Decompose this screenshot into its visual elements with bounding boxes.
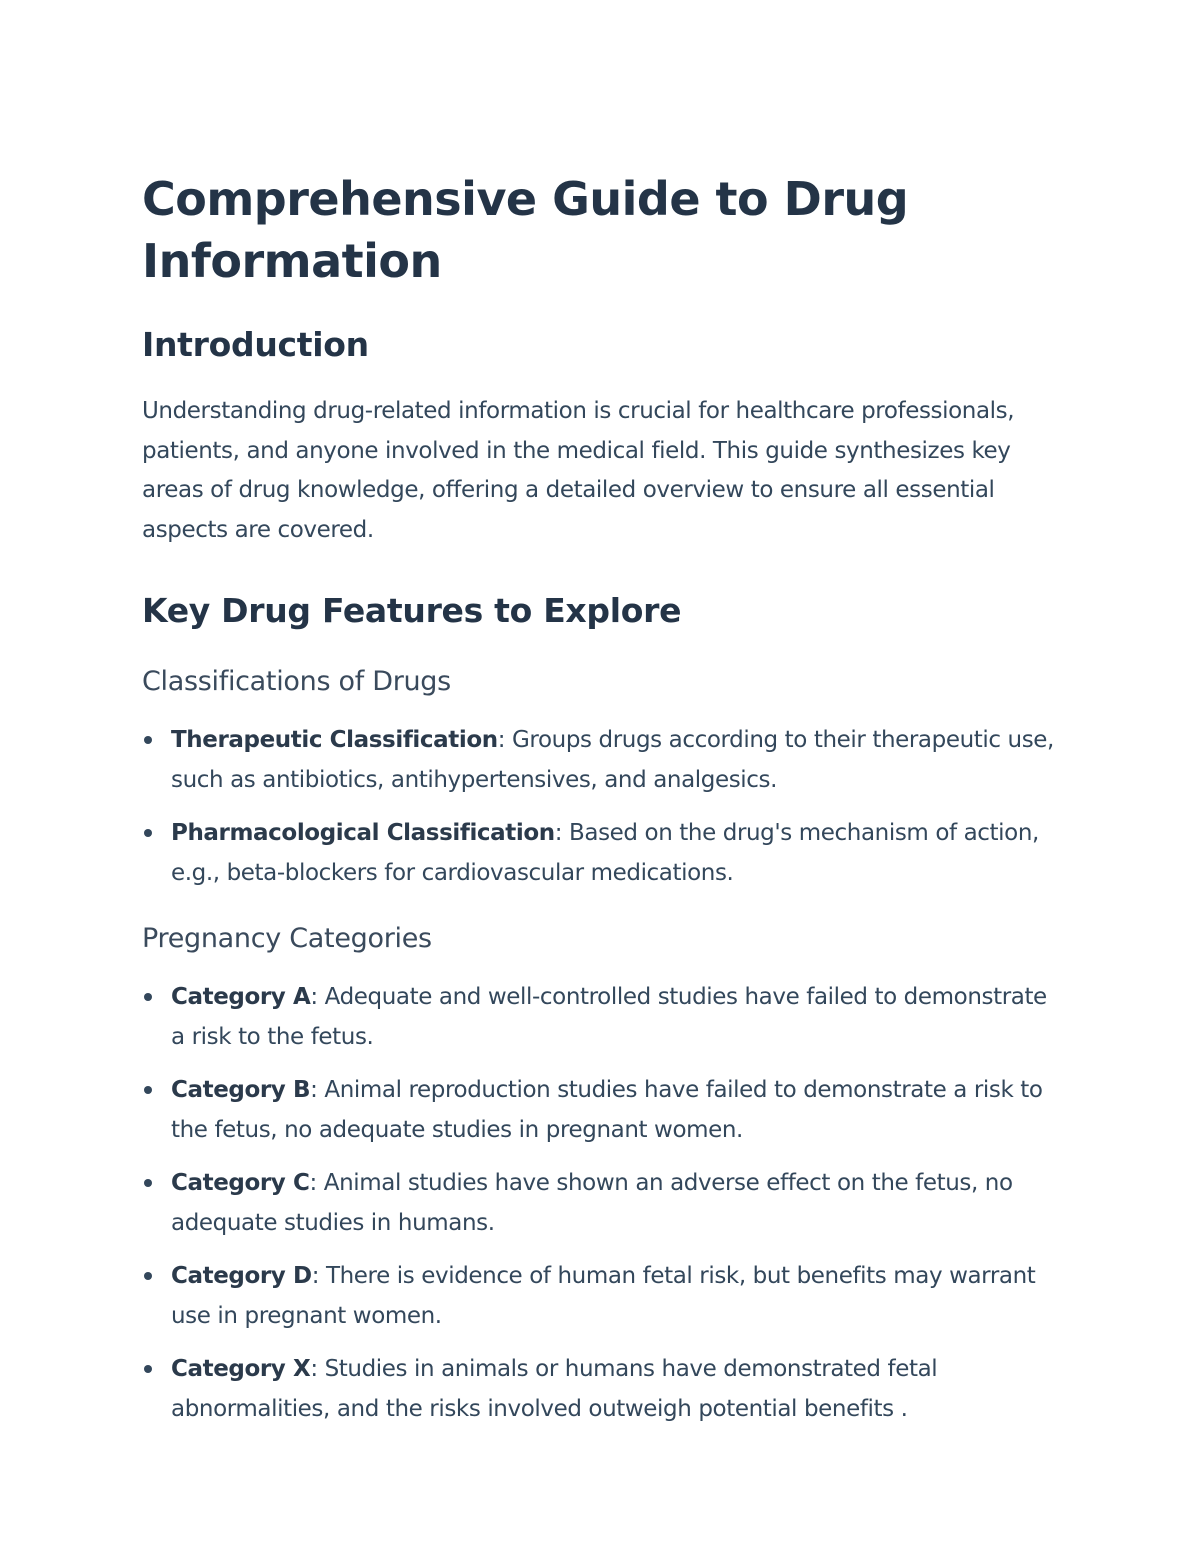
list-item <box>142 1070 1062 1150</box>
document-page <box>142 168 1062 1442</box>
list-item-description: : Adequate and well-controlled studies have failed to demonstrate a risk to the fetus. <box>171 984 1047 1050</box>
introduction-paragraph: Understanding drug-related information is crucial for healthcare professionals, patients, and anyone involved in the medical field. This guide synthesizes key areas of drug knowledge, offering a detailed overview to ensure all essential aspects are covered. <box>142 398 1015 543</box>
bullet-icon <box>144 736 152 744</box>
bullet-icon <box>144 1179 152 1187</box>
list-item-term: Category D <box>171 1263 312 1289</box>
list-item-term: Category C <box>171 1170 310 1196</box>
bullet-icon <box>144 993 152 1001</box>
page-title: Comprehensive Guide to Drug Information <box>142 172 909 288</box>
list-item-term: Category X <box>171 1356 311 1382</box>
bullet-icon <box>144 829 152 837</box>
list-item <box>142 720 1062 800</box>
pregnancy-categories-heading: Pregnancy Categories <box>142 923 432 954</box>
list-item-description: : Groups drugs according to their therapeutic use, such as antibiotics, antihypertensives, and analgesics. <box>171 727 1054 793</box>
list-item-description: : Animal reproduction studies have failed to demonstrate a risk to the fetus, no adequate studies in pregnant women. <box>171 1077 1043 1143</box>
classifications-list <box>142 720 1062 893</box>
list-item-term: Pharmacological Classification <box>171 820 555 846</box>
list-item <box>142 1349 1062 1429</box>
list-item-description: : Based on the drug's mechanism of action, e.g., beta-blockers for cardiovascular medications. <box>171 820 1039 886</box>
features-heading: Key Drug Features to Explore <box>142 591 682 630</box>
list-item <box>142 1256 1062 1336</box>
bullet-icon <box>144 1272 152 1280</box>
list-item-description: : Studies in animals or humans have demonstrated fetal abnormalities, and the risks involved outweigh potential benefits . <box>171 1356 938 1422</box>
list-item <box>142 977 1062 1057</box>
list-item <box>142 813 1062 893</box>
classifications-heading: Classifications of Drugs <box>142 666 451 697</box>
pregnancy-categories-list <box>142 977 1062 1429</box>
bullet-icon <box>144 1365 152 1373</box>
introduction-heading: Introduction <box>142 325 369 364</box>
bullet-icon <box>144 1086 152 1094</box>
list-item-description: : Animal studies have shown an adverse effect on the fetus, no adequate studies in humans. <box>171 1170 1013 1236</box>
list-item-term: Therapeutic Classification <box>171 727 498 753</box>
list-item-term: Category A <box>171 984 311 1010</box>
list-item-term: Category B <box>171 1077 311 1103</box>
list-item-description: : There is evidence of human fetal risk, but benefits may warrant use in pregnant women. <box>171 1263 1036 1329</box>
list-item <box>142 1163 1062 1243</box>
